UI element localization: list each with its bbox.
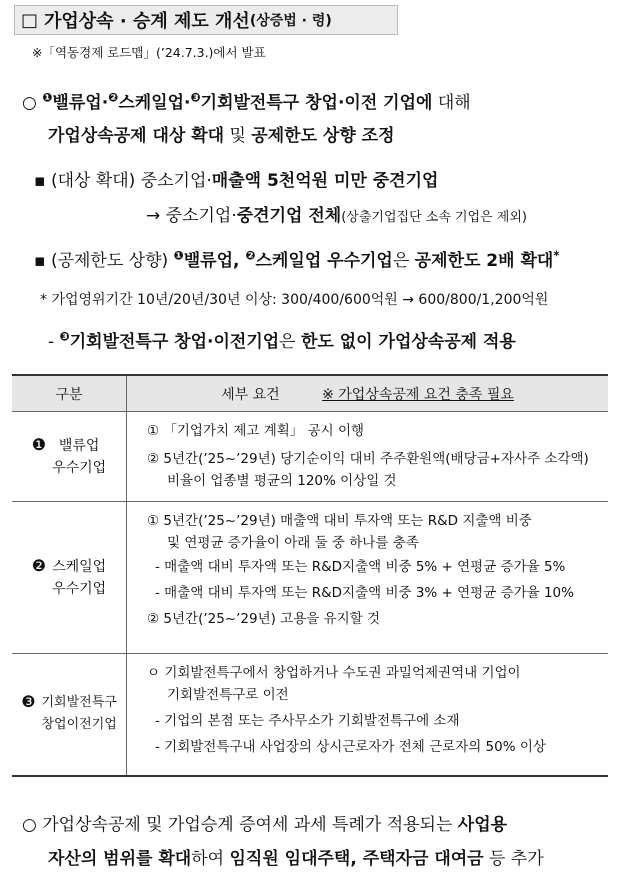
section-title xyxy=(14,5,398,35)
detail-line: - 기업의 본점 또는 주사무소가 기회발전특구에 소재 xyxy=(155,713,460,729)
section-title-law: (상증법 · 령) xyxy=(249,13,332,29)
detail-line: ① 5년간(’25~’29년) 매출액 대비 투자액 또는 R&D 지출액 비중 xyxy=(147,513,532,529)
detail-line: 및 연평균 증가율이 아래 둘 중 하나를 충족 xyxy=(167,535,419,551)
number-1-icon: ❶ xyxy=(173,248,184,263)
p1-text-2: 스케일업· xyxy=(118,93,191,113)
p1-line2-b: 및 xyxy=(224,126,252,146)
row-category xyxy=(12,654,127,776)
paragraph-3-note: * 가업영위기간 10년/20년/30년 이상: 300/400/600억원 → 600/800/1,200억원 xyxy=(40,292,549,308)
section-title-main: 가업상속 · 승계 제도 개선 xyxy=(44,11,250,32)
detail-line: ① 「기업가치 제고 계획」 공시 이행 xyxy=(147,423,365,439)
paragraph-5-line-1 xyxy=(22,810,507,835)
p2-f: (상출기업집단 소속 기업은 제외) xyxy=(341,210,527,225)
p2-e: 중견기업 전체 xyxy=(236,206,342,226)
row-category-line-2: 우수기업 xyxy=(52,459,107,476)
p2-b: 중소기업· xyxy=(140,171,212,191)
table-row xyxy=(12,654,608,776)
row-category xyxy=(12,412,127,502)
p5-e: 임직원 임대주택, 주택자금 대여금 xyxy=(229,849,484,869)
header-details-note: ※ 가업상속공제 요건 충족 필요 xyxy=(322,386,514,403)
p3-b: 밸류업, xyxy=(183,251,246,271)
row-details xyxy=(127,654,609,776)
p5-a: 가업상속공제 및 가업승계 증여세 과세 특례가 적용되는 xyxy=(42,815,458,835)
dash-bullet: - xyxy=(48,332,60,352)
row-category-line-2: 창업이전기업 xyxy=(41,717,117,733)
number-3-icon: ❸ xyxy=(21,692,36,712)
p3-a: (공제한도 상향) xyxy=(50,251,174,271)
p1-text-3: 기회발전특구 창업·이전 기업에 xyxy=(200,93,433,113)
row-category-line-2: 우수기업 xyxy=(52,580,107,597)
number-2-icon: ❷ xyxy=(31,555,47,575)
p4-a: 기회발전특구 창업·이전기업 xyxy=(69,332,280,352)
detail-line: - 매출액 대비 투자액 또는 R&D지출액 비중 3% + 연평균 증가율 10% xyxy=(155,585,574,601)
row-details xyxy=(127,412,609,502)
p3-d: 은 xyxy=(392,251,415,271)
number-3-icon: ❸ xyxy=(190,90,201,105)
detail-line: ② 5년간(’25~’29년) 고용을 유지할 것 xyxy=(147,611,381,627)
circle-bullet: ○ xyxy=(22,815,37,835)
p3-e: 공제한도 2배 확대 xyxy=(414,251,554,271)
footnote-star: * xyxy=(553,248,560,263)
checkbox-square-icon: □ xyxy=(21,9,39,31)
p2-d: 중소기업· xyxy=(165,206,237,226)
table-row xyxy=(12,412,608,502)
paragraph-1-line-2 xyxy=(48,121,395,146)
p2-c: 매출액 5천억원 미만 중견기업 xyxy=(211,171,439,191)
paragraph-4 xyxy=(48,327,516,352)
p3-c: 스케일업 우수기업 xyxy=(255,251,393,271)
header-details xyxy=(127,375,609,412)
detail-line: 기회발전특구로 이전 xyxy=(167,687,289,703)
p5-f: 등 추가 xyxy=(483,849,544,869)
row-details xyxy=(127,502,609,654)
table-header-row xyxy=(12,375,608,412)
p4-c: 한도 없이 가업상속공제 적용 xyxy=(301,332,516,352)
paragraph-1-line-1 xyxy=(22,88,471,113)
detail-line: ㅇ 기회발전특구에서 창업하거나 수도권 과밀억제권역내 기업이 xyxy=(147,665,521,681)
p5-b: 사업용 xyxy=(457,815,508,835)
paragraph-2-line-2 xyxy=(146,201,527,226)
number-3-icon: ❸ xyxy=(59,329,70,344)
paragraph-2-line-1 xyxy=(34,166,438,191)
header-category: 구분 xyxy=(12,375,127,412)
paragraph-5-line-2 xyxy=(48,844,544,869)
number-1-icon: ❶ xyxy=(31,434,47,454)
p5-c: 자산의 범위를 확대 xyxy=(48,849,192,869)
p1-text-4: 대해 xyxy=(432,93,471,113)
detail-line: ② 5년간(’25~’29년) 당기순이익 대비 주주환원액(배당금+자사주 소각액) xyxy=(147,451,589,467)
p1-text-1: 밸류업· xyxy=(52,93,109,113)
detail-line: - 매출액 대비 투자액 또는 R&D지출액 비중 5% + 연평균 증가율 5% xyxy=(155,559,566,575)
table-row xyxy=(12,502,608,654)
row-category-line-1: 스케일업 xyxy=(52,558,107,575)
number-2-icon: ❷ xyxy=(245,248,256,263)
header-details-label: 세부 요건 xyxy=(221,386,280,403)
p1-line2-c: 공제한도 상향 조정 xyxy=(251,126,395,146)
right-arrow-icon: → xyxy=(146,206,166,226)
circle-bullet: ○ xyxy=(22,93,37,113)
number-1-icon: ❶ xyxy=(42,90,53,105)
row-category-line-1: 밸류업 xyxy=(58,437,100,454)
row-category xyxy=(12,502,127,654)
paragraph-3 xyxy=(34,246,560,271)
square-bullet: ▪ xyxy=(34,251,46,271)
p1-line2-a: 가업상속공제 대상 확대 xyxy=(48,126,225,146)
p4-b: 은 xyxy=(279,332,301,352)
number-2-icon: ❷ xyxy=(108,90,119,105)
requirements-table xyxy=(12,374,608,777)
p2-a: (대상 확대) xyxy=(50,171,141,191)
p5-d: 하여 xyxy=(191,849,230,869)
detail-line: - 기회발전특구내 사업장의 상시근로자가 전체 근로자의 50% 이상 xyxy=(155,739,546,755)
square-bullet: ▪ xyxy=(34,171,46,191)
detail-line: 비율이 업종별 평균의 120% 이상일 것 xyxy=(167,473,397,489)
row-category-line-1: 기회발전특구 xyxy=(41,695,117,711)
source-note: ※「역동경제 로드맵」(’24.7.3.)에서 발표 xyxy=(32,45,266,60)
